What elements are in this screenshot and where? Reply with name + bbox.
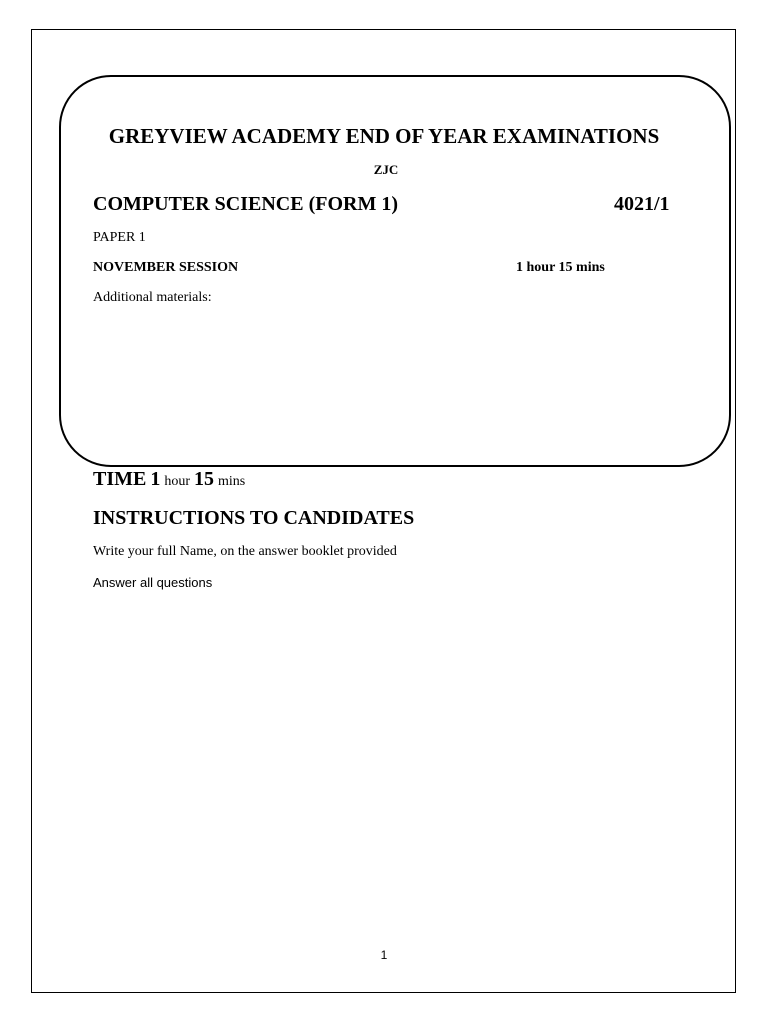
duration-label: 1 hour 15 mins <box>516 260 605 275</box>
time-minutes: 15 <box>194 468 215 490</box>
paper-label: PAPER 1 <box>93 230 146 245</box>
subject-title: COMPUTER SCIENCE (FORM 1) <box>93 193 398 215</box>
instructions-heading: INSTRUCTIONS TO CANDIDATES <box>93 507 415 529</box>
time-hours: 1 <box>150 468 161 490</box>
instruction-item: Write your full Name, on the answer booklet provided <box>93 544 397 559</box>
time-label: TIME <box>93 468 147 490</box>
school-title: GREYVIEW ACADEMY END OF YEAR EXAMINATIONS <box>108 124 660 148</box>
session-label: NOVEMBER SESSION <box>93 260 239 275</box>
page-number: 1 <box>380 948 388 962</box>
exam-board: ZJC <box>373 162 399 177</box>
time-minutes-unit: mins <box>218 474 246 489</box>
additional-materials: Additional materials: <box>93 290 212 305</box>
subject-code: 4021/1 <box>614 193 670 215</box>
time-line <box>93 468 245 491</box>
time-hours-unit: hour <box>164 474 191 489</box>
instruction-item: Answer all questions <box>93 575 213 590</box>
